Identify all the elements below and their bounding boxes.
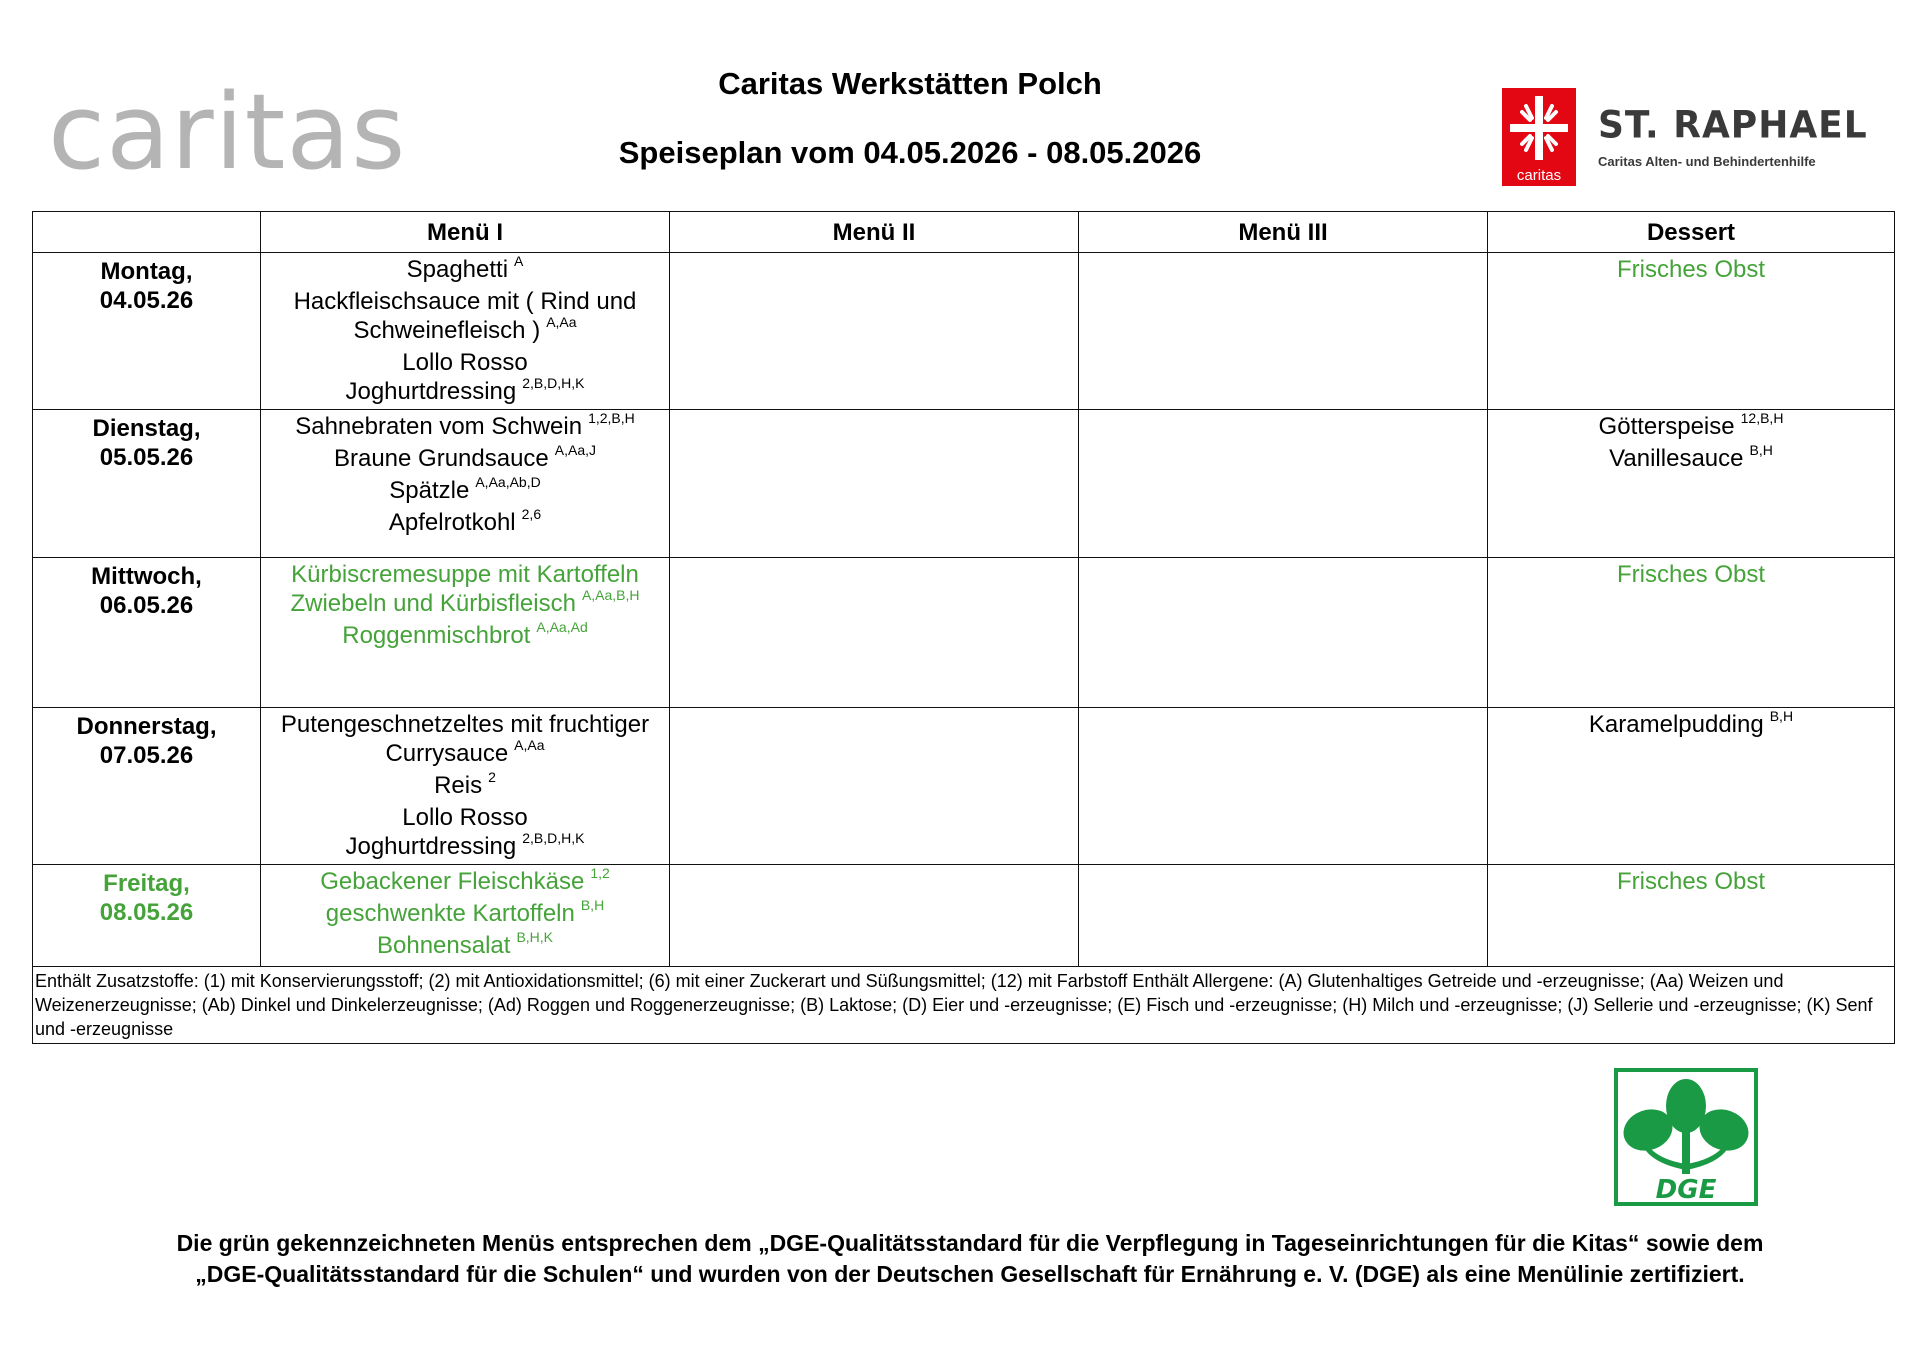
menu-item	[261, 867, 669, 899]
menu-2-cell	[670, 253, 1079, 410]
allergen-codes: 12,B,H	[1740, 410, 1784, 426]
day-date: 06.05.26	[99, 592, 194, 619]
menu-item-text: Roggenmischbrot	[342, 622, 531, 649]
table-row	[33, 410, 1895, 558]
header-menu-2: Menü II	[670, 212, 1079, 253]
menu-3-cell	[1079, 410, 1488, 558]
menu-item-text: Gebackener Fleischkäse	[320, 868, 585, 895]
menu-item-text: Bohnensalat	[376, 932, 511, 959]
dge-logo-text: DGE	[1655, 1175, 1717, 1205]
menu-item	[261, 710, 669, 739]
header-day	[33, 212, 261, 253]
allergen-codes: B,H	[1749, 442, 1773, 458]
allergen-codes: A	[514, 253, 524, 269]
day-name: Montag,	[100, 258, 193, 285]
day-date: 05.05.26	[99, 444, 194, 471]
menu-item-text: Frisches Obst	[1616, 868, 1766, 895]
menu-item-text: Hackfleischsauce mit ( Rind und	[293, 288, 637, 315]
menu-item-text: Joghurtdressing	[345, 378, 517, 405]
menu-item-text: Götterspeise	[1598, 413, 1735, 440]
menu-item	[261, 255, 669, 287]
menu-item	[261, 316, 669, 348]
day-cell	[33, 558, 261, 708]
menu-item-text: Karamelpudding	[1588, 711, 1764, 738]
brand-subtitle: Caritas Alten- und Behindertenhilfe	[1598, 154, 1816, 169]
dessert-cell	[1488, 410, 1895, 558]
allergen-codes: 2,B,D,H,K	[522, 375, 585, 391]
allergen-codes: B,H	[580, 897, 605, 913]
day-cell	[33, 708, 261, 865]
dessert-cell	[1488, 865, 1895, 967]
menu-item-text: Schweinefleisch )	[353, 317, 541, 344]
menu-item	[261, 803, 669, 832]
menu-item-text: Sahnebraten vom Schwein	[295, 413, 583, 440]
day-name: Dienstag,	[92, 415, 201, 442]
day-cell	[33, 253, 261, 410]
allergen-codes: 2,B,D,H,K	[522, 830, 585, 846]
menu-item	[1488, 710, 1894, 742]
day-date: 08.05.26	[99, 899, 194, 926]
menu-1-cell	[261, 558, 670, 708]
menu-item	[1488, 444, 1894, 476]
header-menu-3: Menü III	[1079, 212, 1488, 253]
caritas-wordmark: caritas	[48, 71, 407, 193]
menu-item-text: Lollo Rosso	[402, 349, 528, 376]
caritas-badge-text: caritas	[1516, 167, 1562, 184]
menu-item-text: Lollo Rosso	[402, 804, 528, 831]
menu-item	[261, 476, 669, 508]
allergen-codes: 2	[488, 769, 496, 785]
allergen-codes: A,Aa	[546, 314, 577, 330]
day-date: 07.05.26	[99, 742, 194, 769]
menu-item-text: Braune Grundsauce	[333, 445, 549, 472]
allergen-legend: Enthält Zusatzstoffe: (1) mit Konservierungsstoff; (2) mit Antioxidationsmittel; (6) mit einer Zuckerart und Süßungsmittel; (12) mit Farbstoff Enthält Allergene: (A) Glutenhaltiges Getreide und -erzeugnisse; (Aa) Weizen und Weizenerzeugnisse; (Ab) Dinkel und Dinkelerzeugnisse; (Ad) Roggen und Roggenerzeugnisse; (B) Laktose; (D) Eier und -erzeugnisse; (E) Fisch und -erzeugnisse; (H) Milch und -erzeugnisse; (J) Sellerie und -erzeugnisse; (K) Senf und -erzeugnisse	[33, 967, 1895, 1044]
footer-line-1: Die grün gekennzeichneten Menüs entsprechen dem „DGE-Qualitätsstandard für die Verpflegung in Tageseinrichtungen für die Kitas“ sowie dem	[176, 1230, 1764, 1256]
table-row	[33, 253, 1895, 410]
page-title: Caritas Werkstätten Polch	[718, 66, 1102, 101]
menu-item	[1488, 560, 1894, 589]
allergen-codes: A,Aa,Ad	[536, 619, 588, 635]
menu-item	[261, 739, 669, 771]
allergen-codes: B,H,K	[516, 929, 554, 945]
allergen-codes: B,H	[1769, 708, 1794, 724]
allergen-codes: A,Aa,B,H	[581, 587, 640, 603]
menu-item-text: Frisches Obst	[1616, 256, 1766, 283]
day-name: Freitag,	[103, 870, 190, 897]
table-row	[33, 865, 1895, 967]
allergen-codes: 1,2	[590, 865, 610, 881]
allergen-codes: A,Aa	[514, 737, 545, 753]
header-dessert: Dessert	[1488, 212, 1895, 253]
menu-item	[261, 508, 669, 540]
page-subtitle: Speiseplan vom 04.05.2026 - 08.05.2026	[618, 135, 1202, 170]
menu-3-cell	[1079, 253, 1488, 410]
menu-3-cell	[1079, 708, 1488, 865]
menu-2-cell	[670, 558, 1079, 708]
table-row	[33, 708, 1895, 865]
menu-table	[32, 211, 1895, 1044]
menu-item	[261, 771, 669, 803]
allergen-codes: A,Aa,Ab,D	[475, 474, 541, 490]
menu-item	[1488, 412, 1894, 444]
menu-item	[261, 589, 669, 621]
dessert-cell	[1488, 558, 1895, 708]
day-cell	[33, 865, 261, 967]
caritas-cross-logo	[1502, 88, 1576, 186]
allergen-codes: 2,6	[521, 506, 542, 522]
menu-item	[261, 621, 669, 653]
menu-item-text: Frisches Obst	[1616, 561, 1766, 588]
allergen-codes: A,Aa,J	[554, 442, 597, 458]
menu-2-cell	[670, 708, 1079, 865]
day-cell	[33, 410, 261, 558]
menu-item	[261, 287, 669, 316]
menu-item-text: Apfelrotkohl	[388, 509, 516, 536]
menu-1-cell	[261, 708, 670, 865]
header-menu-1: Menü I	[261, 212, 670, 253]
footer-line-2: „DGE-Qualitätsstandard für die Schulen“ und wurden von der Deutschen Gesellschaft für Ernährung e. V. (DGE) als eine Menülinie zertifiziert.	[195, 1261, 1745, 1287]
brand-name: ST. RAPHAEL	[1598, 103, 1868, 147]
menu-item	[261, 560, 669, 589]
dessert-cell	[1488, 708, 1895, 865]
menu-item	[261, 931, 669, 963]
menu-1-cell	[261, 865, 670, 967]
menu-item-text: Zwiebeln und Kürbisfleisch	[290, 590, 576, 617]
dge-logo	[1614, 1068, 1758, 1206]
menu-item-text: Currysauce	[385, 740, 509, 767]
allergen-codes: 1,2,B,H	[588, 410, 635, 426]
menu-item-text: Joghurtdressing	[345, 833, 517, 860]
day-name: Donnerstag,	[76, 713, 217, 740]
menu-item	[261, 412, 669, 444]
dessert-cell	[1488, 253, 1895, 410]
menu-item-text: Reis	[434, 772, 483, 799]
day-date: 04.05.26	[99, 287, 194, 314]
menu-2-cell	[670, 865, 1079, 967]
menu-1-cell	[261, 410, 670, 558]
menu-1-cell	[261, 253, 670, 410]
day-name: Mittwoch,	[91, 563, 202, 590]
menu-3-cell	[1079, 558, 1488, 708]
legend-row	[33, 967, 1895, 1044]
menu-item	[1488, 255, 1894, 284]
menu-item	[261, 377, 669, 409]
menu-item	[1488, 867, 1894, 896]
menu-item-text: Vanillesauce	[1609, 445, 1744, 472]
menu-item	[261, 832, 669, 864]
table-header-row	[33, 212, 1895, 253]
menu-item-text: Spaghetti	[406, 256, 509, 283]
menu-3-cell	[1079, 865, 1488, 967]
table-row	[33, 558, 1895, 708]
menu-item	[261, 899, 669, 931]
menu-item	[261, 348, 669, 377]
menu-item-text: Putengeschnetzeltes mit fruchtiger	[280, 711, 650, 738]
menu-item-text: Spätzle	[389, 477, 470, 504]
menu-item-text: Kürbiscremesuppe mit Kartoffeln	[291, 561, 639, 588]
menu-2-cell	[670, 410, 1079, 558]
menu-item	[261, 444, 669, 476]
footer-note	[40, 1228, 1900, 1290]
menu-item-text: geschwenkte Kartoffeln	[325, 900, 575, 927]
